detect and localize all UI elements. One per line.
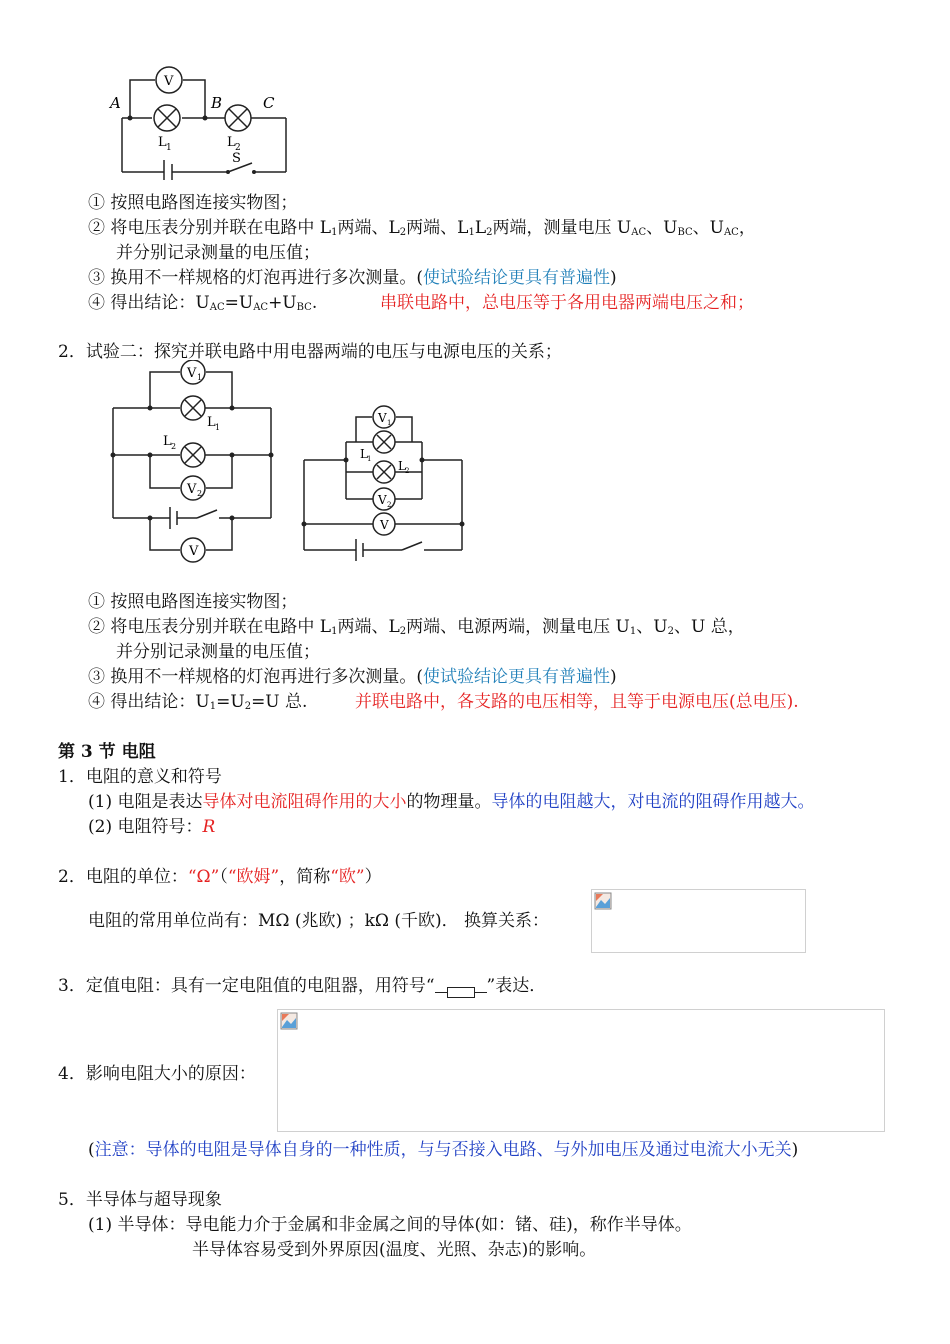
v2-sub: 2 <box>387 501 392 509</box>
l2-sub: 2 <box>171 442 177 451</box>
lamp-l1-sub: 1 <box>166 143 172 153</box>
l2-label: L <box>398 459 406 473</box>
item3: 3．定值电阻：具有一定电阻值的电阻器，用符号“ ”表达． <box>58 976 547 996</box>
v1-sub: 1 <box>387 419 392 427</box>
item5a: (1) 半导体：导电能力介于金属和非金属之间的导体(如：锗、硅)，称作半导体。 <box>88 1215 692 1235</box>
switch-label: S <box>232 151 241 166</box>
lamp-l1-label: L <box>158 135 167 150</box>
item2b: 电阻的常用单位尚有：MΩ (兆欧) ；kΩ (千欧)． 换算关系： <box>88 911 550 931</box>
l1-sub: 1 <box>215 423 221 432</box>
broken-image-icon <box>594 892 612 910</box>
series-circuit-diagram <box>100 60 300 180</box>
v-label: V <box>189 544 199 559</box>
v1-sub: 1 <box>197 373 203 382</box>
point-c-label: C <box>263 94 275 112</box>
l1-label: L <box>360 447 368 461</box>
exp2-step3: ③ 换用不一样规格的灯泡再进行多次测量。(使试验结论更具有普遍性) <box>88 667 617 687</box>
exp2-step4: ④ 得出结论：$U_1=U_2=U$ 总. <box>88 692 308 712</box>
l1-label: L <box>207 415 216 430</box>
exp2-conclusion: 并联电路中，各支路的电压相等，且等于电源电压(总电压). <box>355 692 799 712</box>
item2-title: 2．电阻的单位：“Ω”（“欧姆”，简称“欧”） <box>58 867 382 887</box>
exp2-step1: ① 按照电路图连接实物图； <box>88 592 298 612</box>
v2-label: V <box>378 493 387 507</box>
exp1-step3: ③ 换用不一样规格的灯泡再进行多次测量。(使试验结论更具有普遍性) <box>88 268 617 288</box>
v2-label: V <box>187 482 197 497</box>
item4: 4．影响电阻大小的原因： <box>58 1064 256 1084</box>
item5b: 半导体容易受到外界原因(温度、光照、杂志)的影响。 <box>192 1240 597 1260</box>
v1-label: V <box>378 411 387 425</box>
l2-sub: 2 <box>405 467 410 475</box>
point-b-label: B <box>211 94 223 112</box>
exp1-step2: ② 将电压表分别并联在电路中 $L_1$两端、$L_2$两端、$L_1L_2$两端，测量电压 $U_{AC}$、$U_{BC}$、$U_{AC}$， <box>88 218 756 238</box>
exp1-step2-cont: 并分别记录测量的电压值； <box>116 243 320 263</box>
item5-title: 5．半导体与超导现象 <box>58 1190 222 1210</box>
item1a: (1) 电阻是表达导体对电流阻碍作用的大小的物理量。导体的电阻越大，对电流的阻碍作用越大。 <box>88 792 815 812</box>
exp2-title: 2．试验二：探究并联电路中用电器两端的电压与电源电压的关系； <box>58 342 562 362</box>
section-heading: 第 3 节 电阻 <box>58 742 156 762</box>
exp1-step1: ① 按照电路图连接实物图； <box>88 193 298 213</box>
lamp-l2-sub: 2 <box>235 143 241 153</box>
v2-sub: 2 <box>197 489 203 498</box>
lamp-l2-label: L <box>227 135 236 150</box>
point-a-label: A <box>110 94 121 112</box>
voltmeter-label: V <box>164 74 174 89</box>
exp2-step2-cont: 并分别记录测量的电压值； <box>116 642 320 662</box>
l1-sub: 1 <box>367 455 372 463</box>
exp1-step4: ④ 得出结论：$U_{AC}=U_{AC}+U_{BC}$. <box>88 293 318 313</box>
item1b: (2) 电阻符号：R <box>88 817 216 837</box>
parallel-circuit-diagram-right <box>298 402 468 562</box>
item1-title: 1．电阻的意义和符号 <box>58 767 222 787</box>
l2-label: L <box>163 434 172 449</box>
conversion-image-placeholder <box>591 889 806 953</box>
exp1-conclusion: 串联电路中，总电压等于各用电器两端电压之和； <box>380 293 754 313</box>
exp2-step2: ② 将电压表分别并联在电路中 $L_1$两端、$L_2$两端、电源两端，测量电压 $U_1$、$U_2$、U 总， <box>88 617 745 637</box>
parallel-circuit-diagram-left <box>105 360 285 570</box>
broken-image-icon <box>280 1012 298 1030</box>
note: (注意：导体的电阻是导体自身的一种性质，与与否接入电路、与外加电压及通过电流大小无关) <box>88 1140 799 1160</box>
v1-label: V <box>187 366 197 381</box>
resistance-factors-image-placeholder <box>277 1009 885 1132</box>
v-label: V <box>380 518 389 532</box>
resistor-symbol-icon <box>435 980 487 994</box>
